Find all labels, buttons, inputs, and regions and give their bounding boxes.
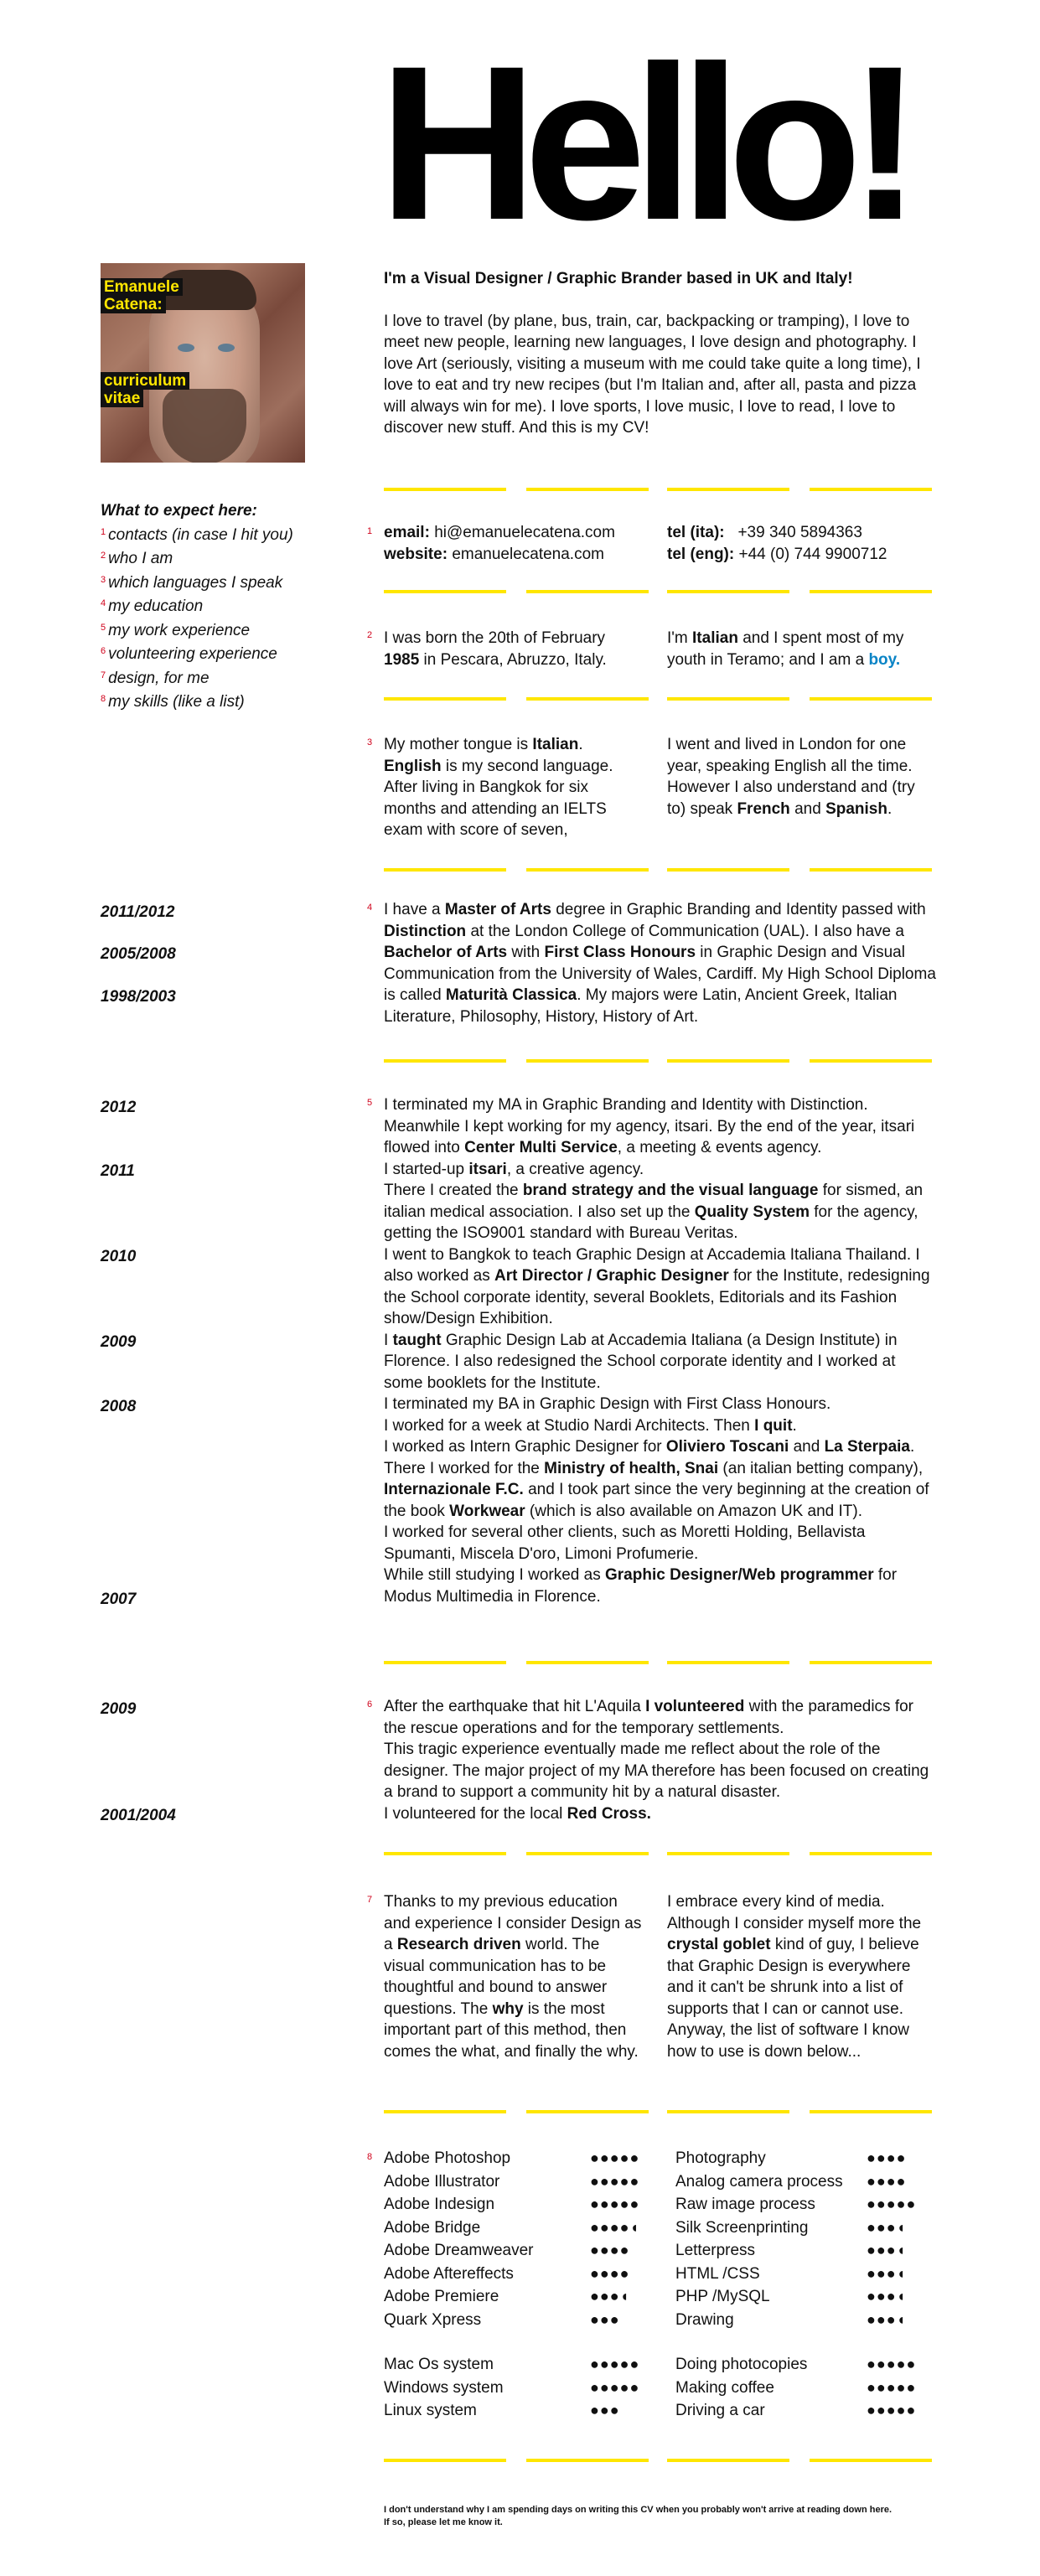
skill-name: Quark Xpress	[384, 2310, 482, 2329]
work-text: I terminated my MA in Graphic Branding and Identity with Distinction. Meanwhile I kept working for my agency, itsari. By the end of the year, itsari flowed into Center Multi Service, a meeting & events agency. I started-up itsari, a creative agency. There I created the brand strategy and the visual language for sismed, an italian medical association. I also set up the Quality System for the agency, getting the ISO9001 standard with Bureau Veritas. I went to Bangkok to teach Graphic Design at Accademia Italiana Thailand. I also worked as Art Director / Graphic Designer for the Institute, redesigning the School corporate identity, several Booklets, Editorials and its Fashion show/Design Exhibition. I taught Graphic Design Lab at Accademia Italiana (a Design Institute) in Florence. I also redesigned the School corporate identity and I worked at some booklets for the Institute. I terminated my BA in Graphic Design with First Class Honours. I worked for a week at Studio Nardi Architects. Then I quit. I worked as Intern Graphic Designer for Oliviero Toscani and La Sterpaia. There I worked for the Ministry of health, Snai (an italian betting company), Internazionale F.C. and I took part since the very beginning at the creation of the book Workwear (which is also available on Amazon UK and IT). I worked for several other clients, such as Moretti Holding, Bellavista Spumanti, Miscela D'oro, Limoni Profumerie. While still studying I worked as Graphic Designer/Web programmer for Modus Multimedia in Florence.	[384, 1096, 930, 1606]
tel-eng[interactable]: +44 (0) 744 9900712	[738, 545, 887, 563]
photo-cv-line2: vitae	[101, 390, 143, 407]
skill-name: Adobe Indesign	[384, 2196, 495, 2213]
skill-rating: ●●●	[590, 2402, 620, 2418]
skill-row	[675, 2263, 937, 2286]
skill-rating: ●●●●●	[867, 2356, 917, 2372]
section-number: 4	[367, 903, 373, 913]
skill-rating: ●●●●●	[590, 2172, 640, 2190]
skill-name: HTML /CSS	[675, 2264, 760, 2283]
section-number: 5	[367, 1098, 373, 1108]
expect-item[interactable]: $^4$ my education	[101, 597, 204, 615]
education-year: 2005/2008	[101, 945, 176, 963]
expect-item[interactable]: $^5$ my work experience	[101, 621, 251, 639]
skill-row	[675, 2377, 937, 2400]
skill-rating: ●●●◖	[867, 2242, 907, 2258]
volunteering-year: 2001/2004	[101, 1807, 176, 1824]
languages-right: I went and lived in London for one year, speaking English all the time. However I also understand and (try to) speak French and Spanish.	[667, 736, 915, 818]
who-right: I'm Italian and I spent most of my youth in Teramo; and I am a boy.	[667, 629, 904, 669]
who-left: I was born the 20th of February 1985 in Pescara, Abruzzo, Italy.	[384, 629, 607, 669]
design-left: Thanks to my previous education and experience I consider Design as a Research driven world. The visual communication has to be thoughtful and bound to answer questions. The why is the most important part of this method, then comes the what, and finally the why.	[384, 1893, 642, 2061]
skill-rating: ●●●●	[590, 2264, 630, 2282]
portrait-beard	[163, 389, 246, 463]
expect-item[interactable]: $^7$ design, for me	[101, 669, 210, 687]
skill-row	[384, 2193, 644, 2216]
skill-rating: ●●●●●	[867, 2402, 917, 2418]
skill-rating: ●●●●◖	[590, 2218, 640, 2236]
skill-name: Adobe Bridge	[384, 2218, 481, 2237]
section-number: 8	[367, 2152, 373, 2162]
work-year: 2010	[101, 1248, 137, 1265]
skill-rating: ●●●●●	[867, 2196, 917, 2212]
expect-item[interactable]: $^6$ volunteering experience	[101, 645, 277, 663]
skill-row	[384, 2353, 644, 2377]
skill-rating: ●●●●	[590, 2242, 630, 2258]
skill-rating: ●●●●●	[590, 2356, 640, 2372]
work-year: 2009	[101, 1333, 137, 1351]
skill-rating: ●●●◖	[867, 2310, 907, 2328]
photo-name-line2: Catena:	[101, 296, 166, 313]
skill-name: Analog camera process	[675, 2172, 843, 2191]
skill-name: Adobe Aftereffects	[384, 2264, 514, 2283]
skill-name: Adobe Dreamweaver	[384, 2242, 534, 2259]
section-number: 2	[367, 630, 373, 640]
skill-row	[675, 2285, 937, 2309]
section-number: 1	[367, 526, 373, 536]
skill-row	[384, 2377, 644, 2400]
expect-heading: What to expect here:	[101, 502, 257, 520]
skills-software-right	[675, 2147, 937, 2331]
skill-name: Mac Os system	[384, 2356, 494, 2373]
expect-item[interactable]: $^8$ my skills (like a list)	[101, 693, 245, 711]
skill-name: Driving a car	[675, 2402, 765, 2419]
skill-name: Adobe Premiere	[384, 2288, 499, 2305]
skill-row	[384, 2170, 644, 2194]
skill-name: Doing photocopies	[675, 2356, 808, 2373]
skill-rating: ●●●◖	[590, 2288, 630, 2304]
skill-rating: ●●●●●	[867, 2378, 917, 2396]
skill-name: PHP /MySQL	[675, 2288, 770, 2305]
section-number: 6	[367, 1699, 373, 1710]
skill-name: Linux system	[384, 2402, 477, 2419]
photo-cv-line1: curriculum	[101, 372, 189, 390]
contact-web: email: hi@emanuelecatena.com website: emanuelecatena.com	[384, 524, 615, 563]
website-link[interactable]: emanuelecatena.com	[452, 545, 604, 563]
skill-name: Adobe Illustrator	[384, 2172, 500, 2191]
skills-software-left	[384, 2147, 644, 2331]
section-number: 7	[367, 1895, 373, 1905]
skill-row	[384, 2239, 644, 2263]
skill-rating: ●●●●●	[590, 2196, 640, 2212]
intro-section	[384, 268, 937, 439]
skill-row	[675, 2239, 937, 2263]
intro-lead: I'm a Visual Designer / Graphic Brander based in UK and Italy!	[384, 270, 853, 287]
skill-name: Windows system	[384, 2378, 504, 2397]
skill-row	[675, 2147, 937, 2170]
languages-left: My mother tongue is Italian. English is my second language. After living in Bangkok for six months and attending an IELTS exam with score of seven,	[384, 736, 613, 839]
skill-row	[384, 2263, 644, 2286]
portrait-eye	[218, 344, 235, 352]
education-year: 2011/2012	[101, 903, 175, 921]
skill-name: Silk Screenprinting	[675, 2218, 809, 2237]
email-link[interactable]: hi@emanuelecatena.com	[434, 524, 615, 541]
expect-item[interactable]: $^2$ who I am	[101, 550, 173, 567]
expect-item[interactable]: $^3$ which languages I speak	[101, 573, 283, 592]
skill-name: Letterpress	[675, 2242, 756, 2259]
intro-body: I love to travel (by plane, bus, train, car, backpacking or tramping), I love to meet new people, learning new languages, I love design and photography. I love Art (seriously, visiting a museum with me could take quite a long time), I love to eat and try new recipes (but I'm Italian and, after all, pasta and pizza will always win for me). I love sports, I love music, I love to read, I love to discover new stuff. And this is my CV!	[384, 312, 921, 437]
work-year: 2011	[101, 1162, 135, 1180]
skill-rating: ●●●◖	[867, 2264, 907, 2282]
work-year: 2012	[101, 1099, 137, 1116]
hello-heading: Hello!	[379, 20, 908, 266]
volunteering-year: 2009	[101, 1700, 137, 1718]
work-year: 2008	[101, 1398, 137, 1415]
design-right: I embrace every kind of media. Although I consider myself more the crystal goblet kind of guy, I believe that Graphic Design is everywhere and it can't be shrunk into a list of supports that I can or cannot use. Anyway, the list of software I know how to use is down below...	[667, 1893, 922, 2061]
skill-row	[675, 2170, 937, 2194]
portrait-photo	[101, 263, 305, 463]
skills-os	[384, 2353, 644, 2423]
skill-rating: ●●●●●	[590, 2149, 640, 2166]
work-year: 2007	[101, 1591, 137, 1608]
expect-item[interactable]: $^1$ contacts (in case I hit you)	[101, 525, 293, 544]
skill-row	[675, 2193, 937, 2216]
skill-name: Adobe Photoshop	[384, 2149, 511, 2167]
skill-rating: ●●●●	[867, 2172, 907, 2190]
education-year: 1998/2003	[101, 988, 176, 1006]
footer-note: I don't understand why I am spending days on writing this CV when you probably won't arrive at reading down here. If so, please let me know it.	[384, 2505, 893, 2527]
skill-rating: ●●●◖	[867, 2288, 907, 2304]
skill-name: Photography	[675, 2149, 766, 2167]
education-text: I have a Master of Arts degree in Graphic Branding and Identity passed with Distinction at the London College of Communication (UAL). I also have a Bachelor of Arts with First Class Honours in Graphic Design and Visual Communication from the University of Wales, Cardiff. My High School Diploma is called Maturità Classica. My majors were Latin, Ancient Greek, Italian Literature, Philosophy, History, History of Art.	[384, 901, 936, 1026]
skill-row	[384, 2309, 644, 2332]
skill-row	[384, 2216, 644, 2240]
expect-list	[101, 500, 293, 713]
skill-row	[675, 2353, 937, 2377]
contact-phones: tel (ita): +39 340 5894363 tel (eng): +44 (0) 744 9900712	[667, 524, 887, 563]
skills-misc	[675, 2353, 937, 2423]
skill-row	[384, 2399, 644, 2423]
volunteering-text: After the earthquake that hit L'Aquila I volunteered with the paramedics for the rescue operations and for the temporary settlements. This tragic experience eventually made me reflect about the role of the designer. The major project of my MA therefore has been focused on creating a brand to support a community hit by a natural disaster. I volunteered for the local Red Cross.	[384, 1698, 929, 1823]
skill-row	[675, 2309, 937, 2332]
tel-ita[interactable]: +39 340 5894363	[737, 524, 862, 541]
skill-rating: ●●●●	[867, 2149, 907, 2166]
skill-rating: ●●●◖	[867, 2218, 907, 2236]
photo-name-line1: Emanuele	[101, 278, 183, 296]
skill-name: Drawing	[675, 2310, 734, 2329]
skill-row	[384, 2147, 644, 2170]
skill-row	[384, 2285, 644, 2309]
skill-name: Raw image process	[675, 2196, 815, 2213]
section-number: 3	[367, 737, 373, 747]
skill-name: Making coffee	[675, 2378, 774, 2397]
skill-rating: ●●●●●	[590, 2378, 640, 2396]
skill-row	[675, 2399, 937, 2423]
boy-link[interactable]: boy.	[868, 650, 901, 669]
portrait-eye	[178, 344, 194, 352]
skill-row	[675, 2216, 937, 2240]
skill-rating: ●●●	[590, 2310, 620, 2328]
